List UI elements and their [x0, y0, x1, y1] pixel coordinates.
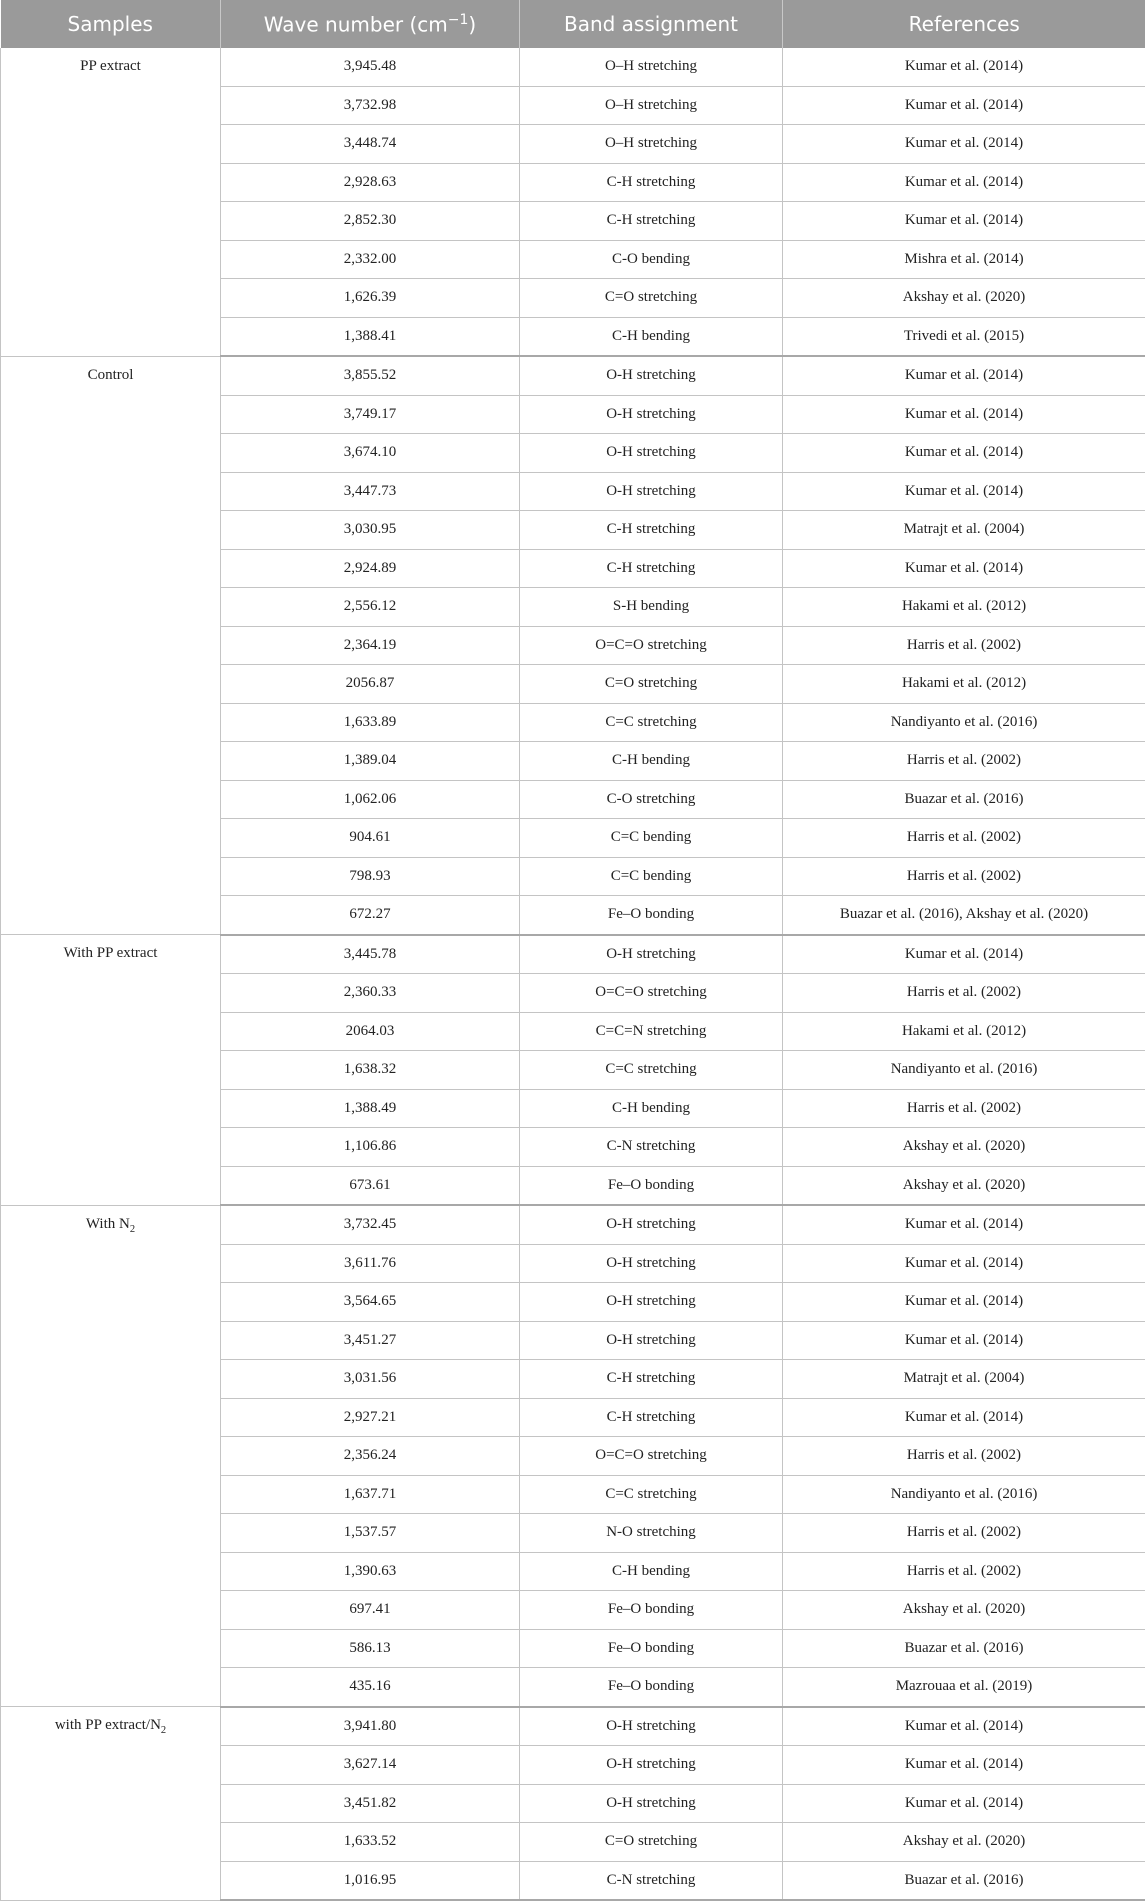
wave-number-cell: 1,388.41	[221, 317, 520, 356]
reference-cell: Harris et al. (2002)	[783, 857, 1145, 896]
wave-number-cell: 2,360.33	[221, 974, 520, 1013]
wave-number-cell: 2,924.89	[221, 549, 520, 588]
band-assignment-cell: O–H stretching	[520, 48, 783, 86]
wave-number-cell: 3,855.52	[221, 356, 520, 395]
wave-number-cell: 3,445.78	[221, 935, 520, 974]
sample-label: PP extract	[80, 58, 141, 74]
reference-cell: Kumar et al. (2014)	[783, 86, 1145, 125]
reference-cell: Kumar et al. (2014)	[783, 549, 1145, 588]
band-assignment-cell: C-H stretching	[520, 511, 783, 550]
reference-cell: Kumar et al. (2014)	[783, 1707, 1145, 1746]
band-assignment-cell: C-H stretching	[520, 1398, 783, 1437]
reference-cell: Mishra et al. (2014)	[783, 240, 1145, 279]
reference-cell: Buazar et al. (2016)	[783, 1861, 1145, 1900]
wave-number-cell: 435.16	[221, 1668, 520, 1707]
reference-cell: Trivedi et al. (2015)	[783, 317, 1145, 356]
band-assignment-cell: O=C=O stretching	[520, 974, 783, 1013]
reference-cell: Akshay et al. (2020)	[783, 1166, 1145, 1205]
reference-cell: Matrajt et al. (2004)	[783, 1360, 1145, 1399]
reference-cell: Kumar et al. (2014)	[783, 395, 1145, 434]
band-assignment-cell: C-N stretching	[520, 1861, 783, 1900]
band-assignment-cell: C-O bending	[520, 240, 783, 279]
band-assignment-cell: O-H stretching	[520, 1707, 783, 1746]
wave-number-cell: 904.61	[221, 819, 520, 858]
reference-cell: Kumar et al. (2014)	[783, 1398, 1145, 1437]
reference-cell: Harris et al. (2002)	[783, 742, 1145, 781]
reference-cell: Kumar et al. (2014)	[783, 1205, 1145, 1244]
reference-cell: Harris et al. (2002)	[783, 1437, 1145, 1476]
wave-number-cell: 3,749.17	[221, 395, 520, 434]
sample-label-subscript: 2	[130, 1224, 135, 1235]
wave-number-cell: 3,030.95	[221, 511, 520, 550]
reference-cell: Akshay et al. (2020)	[783, 279, 1145, 318]
band-assignment-cell: C=C stretching	[520, 1475, 783, 1514]
band-assignment-cell: C=O stretching	[520, 279, 783, 318]
band-assignment-cell: S-H bending	[520, 588, 783, 627]
band-assignment-cell: C-H bending	[520, 1089, 783, 1128]
wave-number-cell: 1,388.49	[221, 1089, 520, 1128]
reference-cell: Akshay et al. (2020)	[783, 1591, 1145, 1630]
wave-number-cell: 2056.87	[221, 665, 520, 704]
band-assignment-cell: O-H stretching	[520, 1321, 783, 1360]
wave-number-cell: 1,633.89	[221, 703, 520, 742]
sample-label: with PP extract/N	[55, 1717, 161, 1733]
header-references	[783, 0, 1145, 48]
wave-number-cell: 1,637.71	[221, 1475, 520, 1514]
wave-number-cell: 2,364.19	[221, 626, 520, 665]
band-assignment-cell: C-H stretching	[520, 1360, 783, 1399]
reference-cell: Hakami et al. (2012)	[783, 665, 1145, 704]
reference-cell: Mazrouaa et al. (2019)	[783, 1668, 1145, 1707]
wave-number-cell: 3,732.98	[221, 86, 520, 125]
reference-cell: Nandiyanto et al. (2016)	[783, 1475, 1145, 1514]
band-assignment-cell: O-H stretching	[520, 472, 783, 511]
wave-number-cell: 3,674.10	[221, 434, 520, 473]
band-assignment-cell: C=C=N stretching	[520, 1012, 783, 1051]
band-assignment-cell: C-H bending	[520, 742, 783, 781]
band-assignment-cell: O-H stretching	[520, 1283, 783, 1322]
reference-cell: Akshay et al. (2020)	[783, 1823, 1145, 1862]
band-assignment-cell: C=C stretching	[520, 1051, 783, 1090]
reference-cell: Kumar et al. (2014)	[783, 163, 1145, 202]
band-assignment-cell: C-H stretching	[520, 202, 783, 241]
reference-cell: Kumar et al. (2014)	[783, 1746, 1145, 1785]
wave-number-cell: 2,927.21	[221, 1398, 520, 1437]
reference-cell: Kumar et al. (2014)	[783, 1321, 1145, 1360]
wave-number-cell: 1,106.86	[221, 1128, 520, 1167]
band-assignment-cell: C-N stretching	[520, 1128, 783, 1167]
wave-number-cell: 3,451.27	[221, 1321, 520, 1360]
wave-number-cell: 3,945.48	[221, 48, 520, 86]
wave-number-cell: 3,448.74	[221, 125, 520, 164]
reference-cell: Kumar et al. (2014)	[783, 1784, 1145, 1823]
wave-number-cell: 586.13	[221, 1629, 520, 1668]
band-assignment-cell: Fe–O bonding	[520, 1668, 783, 1707]
band-assignment-cell: C-O stretching	[520, 780, 783, 819]
band-assignment-cell: O=C=O stretching	[520, 626, 783, 665]
table-body	[1, 48, 1145, 1900]
table-row	[1, 1205, 1145, 1244]
band-assignment-cell: O-H stretching	[520, 395, 783, 434]
header-row	[1, 0, 1145, 48]
wave-number-cell: 2,556.12	[221, 588, 520, 627]
band-assignment-cell: C-H bending	[520, 1552, 783, 1591]
band-assignment-cell: C=C bending	[520, 819, 783, 858]
sample-label: Control	[88, 367, 134, 383]
reference-cell: Harris et al. (2002)	[783, 1089, 1145, 1128]
wave-number-cell: 2,928.63	[221, 163, 520, 202]
band-assignment-cell: O-H stretching	[520, 434, 783, 473]
sample-label-subscript: 2	[161, 1725, 166, 1736]
wave-number-cell: 3,611.76	[221, 1244, 520, 1283]
band-assignment-cell: C=C stretching	[520, 703, 783, 742]
wave-number-cell: 1,638.32	[221, 1051, 520, 1090]
reference-cell: Kumar et al. (2014)	[783, 48, 1145, 86]
table-row	[1, 356, 1145, 395]
wave-number-cell: 3,564.65	[221, 1283, 520, 1322]
wave-number-cell: 2,356.24	[221, 1437, 520, 1476]
wave-number-cell: 697.41	[221, 1591, 520, 1630]
wave-number-cell: 2,332.00	[221, 240, 520, 279]
header-samples	[1, 0, 221, 48]
band-assignment-cell: Fe–O bonding	[520, 1629, 783, 1668]
header-band-assignment	[520, 0, 783, 48]
band-assignment-cell: C-H stretching	[520, 549, 783, 588]
band-assignment-cell: O-H stretching	[520, 1746, 783, 1785]
band-assignment-cell: C=C bending	[520, 857, 783, 896]
reference-cell: Kumar et al. (2014)	[783, 434, 1145, 473]
wave-number-cell: 1,016.95	[221, 1861, 520, 1900]
table-row	[1, 48, 1145, 86]
band-assignment-cell: C=O stretching	[520, 1823, 783, 1862]
reference-cell: Harris et al. (2002)	[783, 1552, 1145, 1591]
sample-cell	[1, 356, 221, 935]
wave-number-cell: 672.27	[221, 896, 520, 935]
reference-cell: Kumar et al. (2014)	[783, 125, 1145, 164]
header-wave-number	[221, 0, 520, 48]
band-assignment-cell: O-H stretching	[520, 1244, 783, 1283]
table-row	[1, 935, 1145, 974]
sample-label: With N	[86, 1216, 130, 1232]
reference-cell: Harris et al. (2002)	[783, 974, 1145, 1013]
sample-cell	[1, 48, 221, 356]
reference-cell: Nandiyanto et al. (2016)	[783, 703, 1145, 742]
band-assignment-cell: C-H bending	[520, 317, 783, 356]
reference-cell: Matrajt et al. (2004)	[783, 511, 1145, 550]
wave-number-cell: 3,732.45	[221, 1205, 520, 1244]
wave-number-cell: 3,451.82	[221, 1784, 520, 1823]
band-assignment-cell: O–H stretching	[520, 86, 783, 125]
band-assignment-cell: O-H stretching	[520, 935, 783, 974]
reference-cell: Kumar et al. (2014)	[783, 356, 1145, 395]
reference-cell: Kumar et al. (2014)	[783, 1283, 1145, 1322]
band-assignment-cell: Fe–O bonding	[520, 1166, 783, 1205]
reference-cell: Kumar et al. (2014)	[783, 472, 1145, 511]
band-assignment-cell: O=C=O stretching	[520, 1437, 783, 1476]
band-assignment-cell: O-H stretching	[520, 356, 783, 395]
reference-cell: Kumar et al. (2014)	[783, 935, 1145, 974]
reference-cell: Kumar et al. (2014)	[783, 202, 1145, 241]
band-assignment-cell: O–H stretching	[520, 125, 783, 164]
wave-number-cell: 3,941.80	[221, 1707, 520, 1746]
band-assignment-cell: N-O stretching	[520, 1514, 783, 1553]
header-band-label: Band assignment	[564, 12, 738, 36]
header-references-label: References	[909, 12, 1020, 36]
band-assignment-cell: Fe–O bonding	[520, 896, 783, 935]
sample-cell	[1, 935, 221, 1206]
wave-number-cell: 1,626.39	[221, 279, 520, 318]
band-assignment-cell: O-H stretching	[520, 1205, 783, 1244]
wave-number-cell: 1,537.57	[221, 1514, 520, 1553]
band-assignment-cell: C-H stretching	[520, 163, 783, 202]
wave-number-cell: 1,390.63	[221, 1552, 520, 1591]
wave-number-cell: 1,633.52	[221, 1823, 520, 1862]
reference-cell: Buazar et al. (2016)	[783, 1629, 1145, 1668]
reference-cell: Buazar et al. (2016), Akshay et al. (2020)	[783, 896, 1145, 935]
table-row	[1, 1707, 1145, 1746]
header-samples-label: Samples	[68, 12, 153, 36]
reference-cell: Harris et al. (2002)	[783, 1514, 1145, 1553]
table-header	[1, 0, 1145, 48]
header-wave-number-label: Wave number (cm	[264, 12, 448, 36]
wave-number-cell: 3,447.73	[221, 472, 520, 511]
wave-number-cell: 798.93	[221, 857, 520, 896]
reference-cell: Kumar et al. (2014)	[783, 1244, 1145, 1283]
wave-number-cell: 3,031.56	[221, 1360, 520, 1399]
wave-number-cell: 673.61	[221, 1166, 520, 1205]
reference-cell: Nandiyanto et al. (2016)	[783, 1051, 1145, 1090]
header-wave-number-unit-exponent: −1	[448, 12, 469, 28]
band-assignment-cell: C=O stretching	[520, 665, 783, 704]
reference-cell: Hakami et al. (2012)	[783, 588, 1145, 627]
wave-number-cell: 1,062.06	[221, 780, 520, 819]
reference-cell: Hakami et al. (2012)	[783, 1012, 1145, 1051]
band-assignment-cell: Fe–O bonding	[520, 1591, 783, 1630]
reference-cell: Harris et al. (2002)	[783, 626, 1145, 665]
wave-number-cell: 1,389.04	[221, 742, 520, 781]
reference-cell: Buazar et al. (2016)	[783, 780, 1145, 819]
wave-number-cell: 2,852.30	[221, 202, 520, 241]
header-wave-number-close: )	[468, 12, 476, 36]
sample-cell	[1, 1205, 221, 1707]
reference-cell: Akshay et al. (2020)	[783, 1128, 1145, 1167]
sample-label: With PP extract	[64, 945, 158, 961]
reference-cell: Harris et al. (2002)	[783, 819, 1145, 858]
band-assignment-cell: O-H stretching	[520, 1784, 783, 1823]
wave-number-cell: 2064.03	[221, 1012, 520, 1051]
wave-number-cell: 3,627.14	[221, 1746, 520, 1785]
sample-cell	[1, 1707, 221, 1901]
